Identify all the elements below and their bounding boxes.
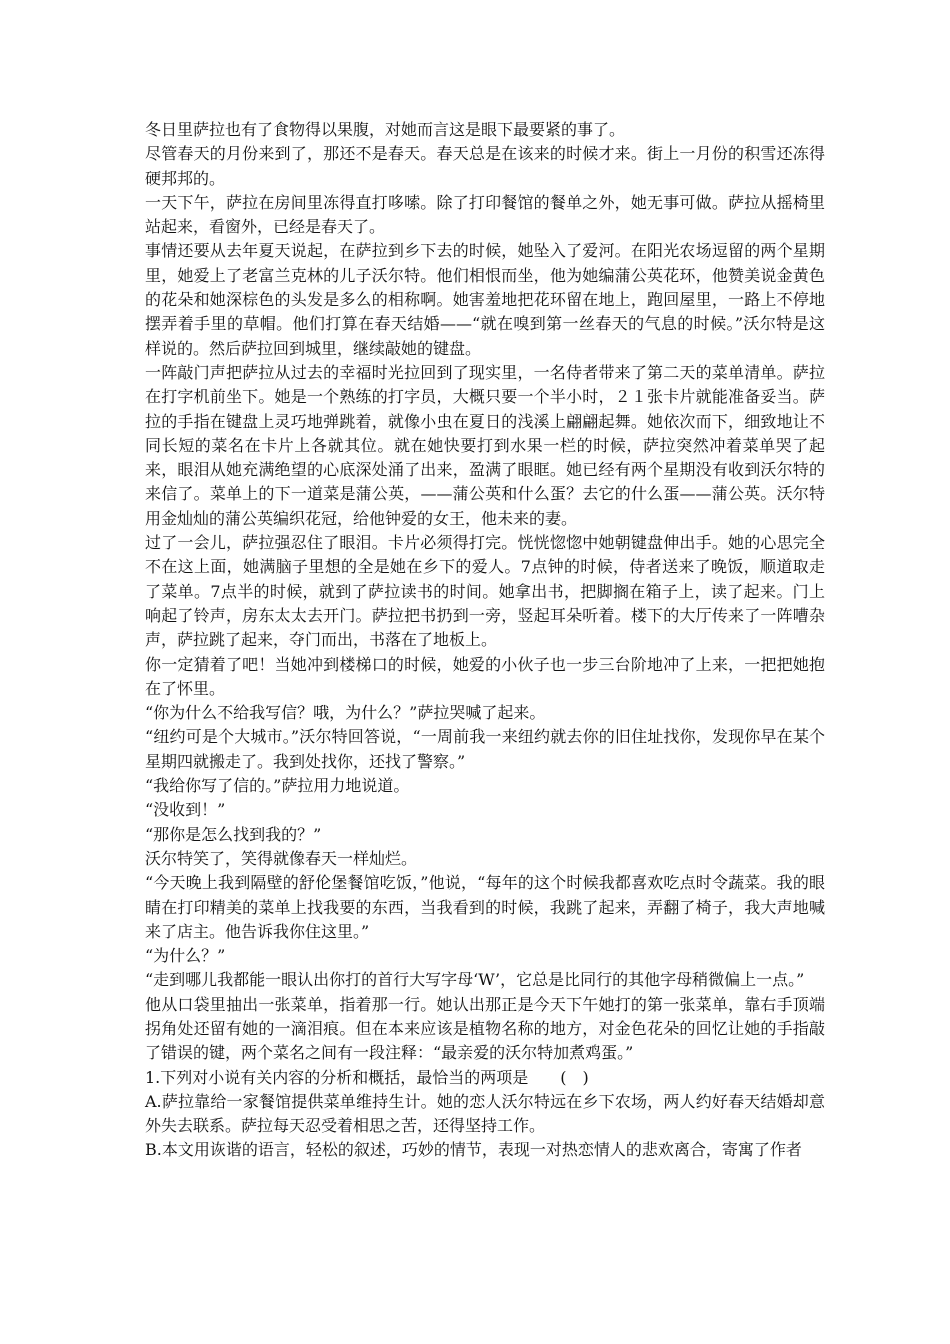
question-stem: 1.下列对小说有关内容的分析和概括，最恰当的两项是 ( ) — [145, 1067, 589, 1087]
dialogue-line: “为什么？” — [145, 946, 226, 966]
paragraph: 一阵敲门声把萨拉从过去的幸福时光拉回到了现实里，一名侍者带来了第二天的菜单清单。萨拉在打字机前坐下。她是一个熟练的打字员，大概只要一个半小时，２１张卡片就能准备妥当。萨拉的手指在键盘上灵巧地弹跳着，就像小虫在夏日的浅溪上翩翩起舞。她依次而下，细致地让不同长短的菜名在卡片上各就其位。就在她快要打到水果一栏的时候，萨拉突然冲着菜单哭了起来，眼泪从她充满绝望的心底深处涌了出来，盈满了眼眶。她已经有两个星期没有收到沃尔特的来信了。菜单上的下一道菜是蒲公英，——蒲公英和什么蛋？去它的什么蛋——蒲公英。沃尔特用金灿灿的蒲公英编织花冠，给他钟爱的女王，他未来的妻。 — [145, 362, 825, 528]
document-body — [145, 118, 825, 1163]
answer-option-b: B.本文用诙谐的语言，轻松的叙述，巧妙的情节，表现一对热恋情人的悲欢离合，寄寓了作者 — [145, 1140, 802, 1160]
paragraph: 尽管春天的月份来到了，那还不是春天。春天总是在该来的时候才来。街上一月份的积雪还冻得硬邦邦的。 — [145, 144, 825, 188]
paragraph: 你一定猜着了吧！当她冲到楼梯口的时候，她爱的小伙子也一步三台阶地冲了上来，一把把她抱在了怀里。 — [145, 654, 825, 698]
dialogue-line: “纽约可是个大城市。”沃尔特回答说，“一周前我一来纽约就去你的旧住址找你，发现你早在某个星期四就搬走了。我到处找你，还找了警察。” — [145, 727, 825, 771]
dialogue-line: “今天晚上我到隔壁的舒伦堡餐馆吃饭，”他说，“每年的这个时候我都喜欢吃点时令蔬菜。我的眼睛在打印精美的菜单上找我要的东西，当我看到的时候，我跳了起来，弄翻了椅子，我大声地喊来了店主。他告诉我你住这里。” — [145, 873, 825, 941]
dialogue-line: “走到哪儿我都能一眼认出你打的首行大写字母‘W’，它总是比同行的其他字母稍微偏上一点。” — [145, 970, 805, 990]
paragraph: 事情还要从去年夏天说起，在萨拉到乡下去的时候，她坠入了爱河。在阳光农场逗留的两个星期里，她爱上了老富兰克林的儿子沃尔特。他们相恨而坐，他为她编蒲公英花环，他赞美说金黄色的花朵和她深棕色的头发是多么的相称啊。她害羞地把花环留在地上，跑回屋里，一路上不停地摆弄着手里的草帽。他们打算在春天结婚——“就在嗅到第一丝春天的气息的时候。”沃尔特是这样说的。然后萨拉回到城里，继续敲她的键盘。 — [145, 241, 825, 358]
dialogue-line: “那你是怎么找到我的？” — [145, 824, 322, 844]
paragraph: 过了一会儿，萨拉强忍住了眼泪。卡片必须得打完。恍恍惚惚中她朝键盘伸出手。她的心思完全不在这上面，她满脑子里想的全是她在乡下的爱人。7点钟的时候，侍者送来了晚饭，顺道取走了菜单。7点半的时候，就到了萨拉读书的时间。她拿出书，把脚搁在箱子上，读了起来。门上响起了铃声，房东太太去开门。萨拉把书扔到一旁，竖起耳朵听着。楼下的大厅传来了一阵嘈杂声，萨拉跳了起来，夺门而出，书落在了地板上。 — [145, 533, 825, 650]
dialogue-line: “我给你写了信的。”萨拉用力地说道。 — [145, 776, 410, 796]
dialogue-line: “你为什么不给我写信？哦，为什么？”萨拉哭喊了起来。 — [145, 703, 546, 723]
paragraph: 冬日里萨拉也有了食物得以果腹，对她而言这是眼下最要紧的事了。 — [145, 120, 626, 139]
dialogue-line: “没收到！” — [145, 800, 226, 820]
paragraph: 他从口袋里抽出一张菜单，指着那一行。她认出那正是今天下午她打的第一张菜单，靠右手顶端拐角处还留有她的一滴泪痕。但在本来应该是植物名称的地方，对金色花朵的回忆让她的手指敲了错误的键，两个菜名之间有一段注释：“最亲爱的沃尔特加煮鸡蛋。” — [145, 994, 825, 1063]
paragraph: 一天下午，萨拉在房间里冻得直打哆嗦。除了打印餐馆的餐单之外，她无事可做。萨拉从摇椅里站起来，看窗外，已经是春天了。 — [145, 192, 825, 237]
answer-option-a: A.萨拉靠给一家餐馆提供菜单维持生计。她的恋人沃尔特远在乡下农场，两人约好春天结婚却意外失去联系。萨拉每天忍受着相思之苦，还得坚持工作。 — [145, 1091, 825, 1136]
paragraph: 沃尔特笑了，笑得就像春天一样灿烂。 — [145, 848, 418, 868]
